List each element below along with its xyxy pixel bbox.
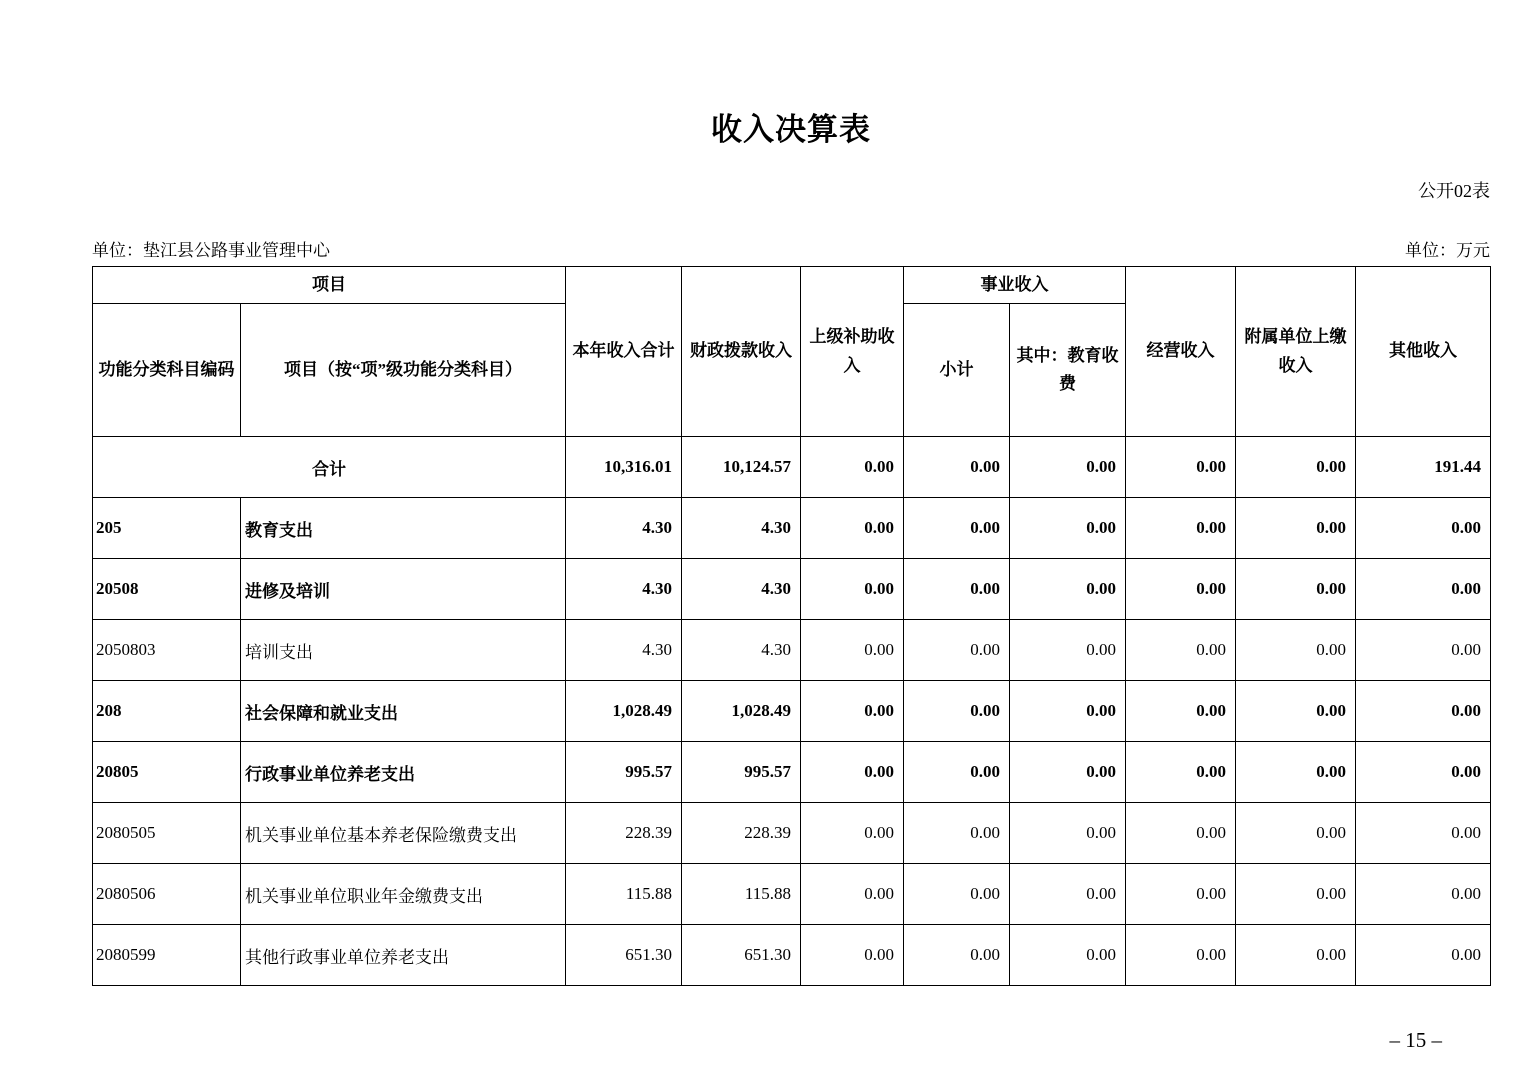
row-value-cell: 651.30 bbox=[682, 925, 801, 986]
row-value-cell: 0.00 bbox=[1236, 559, 1356, 620]
row-value-cell: 651.30 bbox=[566, 925, 682, 986]
table-row bbox=[93, 437, 1491, 498]
row-value-cell: 0.00 bbox=[1236, 498, 1356, 559]
row-value-cell: 0.00 bbox=[1126, 803, 1236, 864]
row-value-cell: 0.00 bbox=[1356, 803, 1491, 864]
row-value-cell: 0.00 bbox=[1126, 864, 1236, 925]
row-value-cell: 0.00 bbox=[904, 437, 1010, 498]
row-value-cell: 228.39 bbox=[682, 803, 801, 864]
row-code-cell: 20508 bbox=[93, 559, 241, 620]
row-value-cell: 4.30 bbox=[566, 498, 682, 559]
row-value-cell: 228.39 bbox=[566, 803, 682, 864]
row-value-cell: 4.30 bbox=[682, 620, 801, 681]
row-value-cell: 0.00 bbox=[801, 864, 904, 925]
row-value-cell: 0.00 bbox=[1010, 681, 1126, 742]
row-value-cell: 0.00 bbox=[1356, 620, 1491, 681]
row-value-cell: 1,028.49 bbox=[682, 681, 801, 742]
row-value-cell: 995.57 bbox=[682, 742, 801, 803]
row-value-cell: 0.00 bbox=[1126, 925, 1236, 986]
row-value-cell: 0.00 bbox=[1236, 742, 1356, 803]
row-name-cell: 行政事业单位养老支出 bbox=[241, 742, 566, 803]
row-value-cell: 4.30 bbox=[682, 559, 801, 620]
header-fiscal-income: 财政拨款收入 bbox=[682, 267, 801, 437]
row-name-cell: 进修及培训 bbox=[241, 559, 566, 620]
row-value-cell: 0.00 bbox=[1010, 437, 1126, 498]
row-code-cell: 2080506 bbox=[93, 864, 241, 925]
row-value-cell: 0.00 bbox=[904, 681, 1010, 742]
row-value-cell: 0.00 bbox=[1236, 925, 1356, 986]
row-value-cell: 0.00 bbox=[1356, 681, 1491, 742]
row-name-cell: 机关事业单位基本养老保险缴费支出 bbox=[241, 803, 566, 864]
row-value-cell: 0.00 bbox=[1356, 559, 1491, 620]
row-value-cell: 0.00 bbox=[1010, 803, 1126, 864]
row-value-cell: 0.00 bbox=[1236, 620, 1356, 681]
row-value-cell: 0.00 bbox=[904, 742, 1010, 803]
row-value-cell: 4.30 bbox=[566, 620, 682, 681]
header-affiliated-income: 附属单位上缴收入 bbox=[1236, 267, 1356, 437]
row-value-cell: 0.00 bbox=[1126, 498, 1236, 559]
row-value-cell: 0.00 bbox=[904, 864, 1010, 925]
row-value-cell: 0.00 bbox=[1236, 437, 1356, 498]
row-value-cell: 0.00 bbox=[1010, 742, 1126, 803]
row-value-cell: 10,124.57 bbox=[682, 437, 801, 498]
row-value-cell: 0.00 bbox=[1126, 559, 1236, 620]
table-header bbox=[93, 267, 1491, 437]
table-body bbox=[93, 437, 1491, 986]
row-value-cell: 0.00 bbox=[1126, 681, 1236, 742]
row-value-cell: 0.00 bbox=[1236, 681, 1356, 742]
row-value-cell: 0.00 bbox=[1356, 742, 1491, 803]
row-value-cell: 0.00 bbox=[801, 620, 904, 681]
header-project-group: 项目 bbox=[93, 267, 566, 304]
row-value-cell: 0.00 bbox=[1236, 803, 1356, 864]
row-value-cell: 191.44 bbox=[1356, 437, 1491, 498]
document-page bbox=[92, 0, 1490, 1074]
row-name-cell: 机关事业单位职业年金缴费支出 bbox=[241, 864, 566, 925]
header-subtotal: 小计 bbox=[904, 304, 1010, 437]
row-value-cell: 0.00 bbox=[801, 498, 904, 559]
row-code-cell: 205 bbox=[93, 498, 241, 559]
row-value-cell: 0.00 bbox=[801, 559, 904, 620]
row-value-cell: 10,316.01 bbox=[566, 437, 682, 498]
row-code-cell: 2050803 bbox=[93, 620, 241, 681]
row-value-cell: 0.00 bbox=[801, 925, 904, 986]
row-value-cell: 4.30 bbox=[682, 498, 801, 559]
row-value-cell: 4.30 bbox=[566, 559, 682, 620]
row-code-cell: 20805 bbox=[93, 742, 241, 803]
header-total-income: 本年收入合计 bbox=[566, 267, 682, 437]
row-value-cell: 0.00 bbox=[904, 925, 1010, 986]
header-project-item: 项目（按“项”级功能分类科目） bbox=[241, 304, 566, 437]
unit-name-label: 单位：垫江县公路事业管理中心 bbox=[92, 241, 330, 260]
row-code-cell: 2080505 bbox=[93, 803, 241, 864]
row-value-cell: 0.00 bbox=[801, 437, 904, 498]
row-value-cell: 0.00 bbox=[801, 803, 904, 864]
table-row bbox=[93, 559, 1491, 620]
table-row bbox=[93, 803, 1491, 864]
header-row-group bbox=[93, 267, 1491, 304]
row-name-cell: 社会保障和就业支出 bbox=[241, 681, 566, 742]
header-operating-income: 经营收入 bbox=[1126, 267, 1236, 437]
row-value-cell: 1,028.49 bbox=[566, 681, 682, 742]
row-value-cell: 0.00 bbox=[904, 620, 1010, 681]
row-value-cell: 0.00 bbox=[801, 681, 904, 742]
table-row bbox=[93, 864, 1491, 925]
row-value-cell: 0.00 bbox=[1010, 925, 1126, 986]
row-value-cell: 0.00 bbox=[904, 498, 1010, 559]
row-value-cell: 0.00 bbox=[1010, 620, 1126, 681]
table-row bbox=[93, 925, 1491, 986]
table-row bbox=[93, 681, 1491, 742]
page-title: 收入决算表 bbox=[711, 112, 871, 147]
row-value-cell: 0.00 bbox=[801, 742, 904, 803]
row-value-cell: 0.00 bbox=[904, 559, 1010, 620]
row-value-cell: 0.00 bbox=[1010, 498, 1126, 559]
row-value-cell: 0.00 bbox=[1126, 620, 1236, 681]
row-value-cell: 115.88 bbox=[566, 864, 682, 925]
table-row bbox=[93, 620, 1491, 681]
header-education-fee: 其中：教育收费 bbox=[1010, 304, 1126, 437]
row-value-cell: 0.00 bbox=[1010, 559, 1126, 620]
row-name-cell: 培训支出 bbox=[241, 620, 566, 681]
revenue-table bbox=[92, 266, 1491, 986]
row-value-cell: 0.00 bbox=[904, 803, 1010, 864]
table-row bbox=[93, 742, 1491, 803]
row-value-cell: 0.00 bbox=[1236, 864, 1356, 925]
row-name-cell: 其他行政事业单位养老支出 bbox=[241, 925, 566, 986]
header-other-income: 其他收入 bbox=[1356, 267, 1491, 437]
row-value-cell: 0.00 bbox=[1356, 498, 1491, 559]
form-number-label: 公开02表 bbox=[1418, 181, 1490, 201]
header-business-income-group: 事业收入 bbox=[904, 267, 1126, 304]
row-value-cell: 0.00 bbox=[1356, 864, 1491, 925]
row-value-cell: 0.00 bbox=[1010, 864, 1126, 925]
row-value-cell: 0.00 bbox=[1126, 742, 1236, 803]
row-value-cell: 0.00 bbox=[1126, 437, 1236, 498]
row-code-cell: 208 bbox=[93, 681, 241, 742]
row-code-cell: 2080599 bbox=[93, 925, 241, 986]
header-superior-subsidy: 上级补助收入 bbox=[801, 267, 904, 437]
header-function-code: 功能分类科目编码 bbox=[93, 304, 241, 437]
row-name-cell: 合计 bbox=[93, 437, 566, 498]
unit-info-row bbox=[92, 241, 1490, 261]
row-name-cell: 教育支出 bbox=[241, 498, 566, 559]
row-value-cell: 995.57 bbox=[566, 742, 682, 803]
row-value-cell: 0.00 bbox=[1356, 925, 1491, 986]
currency-unit-label: 单位：万元 bbox=[1405, 241, 1490, 260]
row-value-cell: 115.88 bbox=[682, 864, 801, 925]
page-number: – 15 – bbox=[1389, 1028, 1442, 1052]
table-row bbox=[93, 498, 1491, 559]
